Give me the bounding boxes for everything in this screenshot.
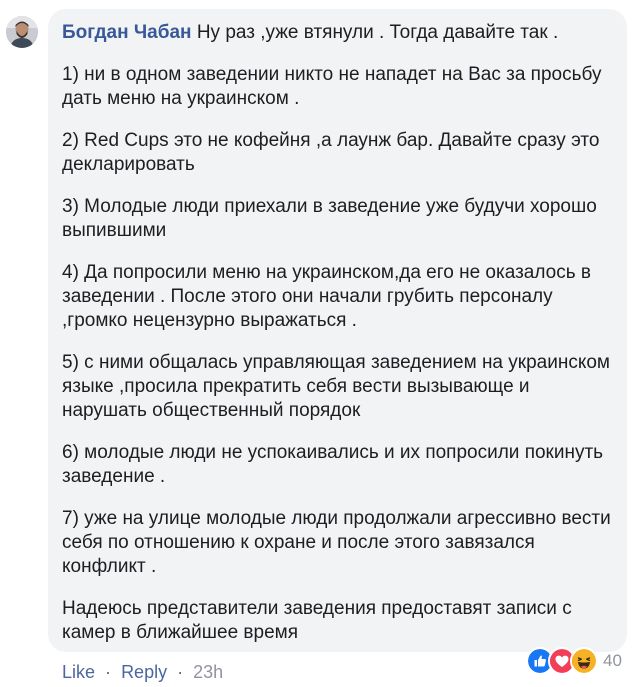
author-name[interactable]: Богдан Чабан	[62, 22, 192, 43]
separator: ·	[177, 662, 184, 682]
haha-icon	[570, 647, 598, 675]
like-button[interactable]: Like	[62, 662, 96, 682]
reaction-count: 40	[603, 651, 622, 670]
avatar-photo	[6, 16, 38, 48]
comment-actions	[62, 660, 223, 684]
comment-paragraph: 1) ни в одном заведении никто не нападет на Вас за просьбу дать меню на украинском .	[62, 64, 602, 109]
comment-first-line	[62, 21, 613, 45]
comment-first-line-text: Ну раз ,уже втянули . Тогда давайте так .	[196, 22, 559, 43]
separator: ·	[105, 662, 112, 682]
comment-paragraph: 3) Молодые люди приехали в заведение уже будучи хорошо выпившими	[62, 196, 597, 241]
reply-button[interactable]: Reply	[121, 662, 168, 682]
comment-bubble	[48, 9, 627, 652]
comment-paragraph: Надеюсь представители заведения предоставят записи с камер в ближайшее время	[62, 598, 572, 643]
comment-paragraph: 5) с ними общалась управляющая заведением на украинском языке ,просила прекратить себя вести вызывающе и нарушать общественный порядок	[62, 352, 610, 421]
timestamp[interactable]: 23h	[193, 662, 224, 682]
comment-paragraph: 4) Да попросили меню на украинском,да его не оказалось в заведении . После этого они начали грубить персоналу ,громко нецензурно выражаться .	[62, 262, 591, 331]
avatar[interactable]	[6, 16, 38, 48]
reactions-summary[interactable]	[526, 648, 622, 674]
comment-paragraph: 7) уже на улице молодые люди продолжали агрессивно вести себя по отношению к охране и после этого завязался конфликт .	[62, 508, 611, 577]
comment-paragraph: 2) Red Cups это не кофейня ,а лаунж бар. Давайте сразу это декларировать	[62, 130, 600, 175]
comment-paragraph: 6) молодые люди не успокаивались и их попросили покинуть заведение .	[62, 442, 604, 487]
